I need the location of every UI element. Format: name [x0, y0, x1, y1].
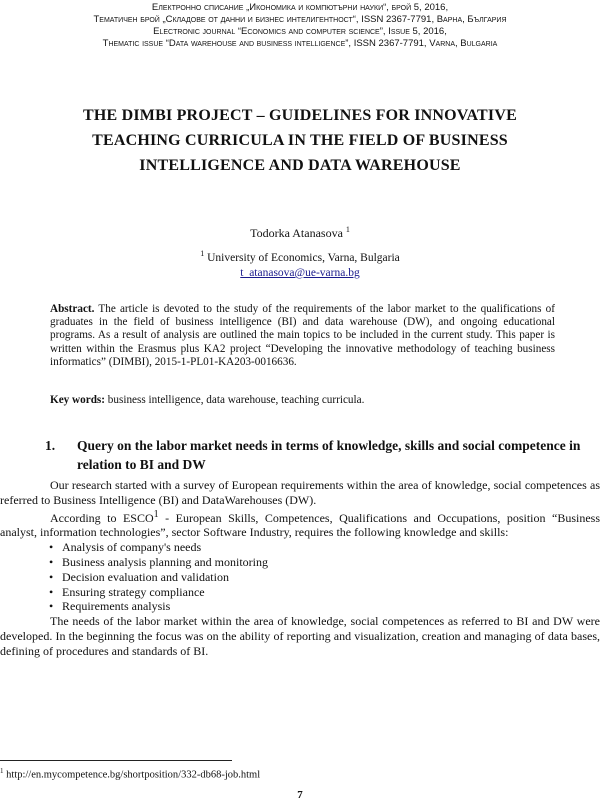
author-email-link[interactable]: t_atanasova@ue-varna.bg [240, 266, 360, 279]
affiliation-line [0, 246, 600, 266]
abstract-label: Abstract. [50, 303, 95, 315]
keywords-text: business intelligence, data warehouse, teaching curricula. [107, 394, 365, 406]
author-name: Todorka Atanasova [250, 226, 343, 240]
footnote-ref[interactable]: 1 [153, 508, 159, 520]
section-title: Query on the labor market needs in terms of knowledge, skills and social competence in relation to BI and DW [77, 438, 581, 472]
page-number: 7 [297, 789, 303, 801]
paragraph-2-start: According to ESCO [50, 510, 154, 525]
affiliation-text: University of Economics, Varna, Bulgaria [207, 251, 400, 264]
paragraph-1: Our research started with a survey of European requirements within the area of knowledge, social competences as referred to Business Intelligence (BI) and DataWarehouses (DW). [0, 478, 600, 507]
section-heading [45, 436, 600, 474]
keywords [50, 394, 555, 407]
header-line-4: Thematic issue “Data warehouse and business intelligence”, ISSN 2367-7791, Varna, Bulgaria [102, 38, 498, 49]
body-text [0, 478, 600, 659]
paper-title: THE DIMBI PROJECT – GUIDELINES FOR INNOVATIVE TEACHING CURRICULA IN THE FIELD OF BUSINESS INTELLIGENCE AND DATA WAREHOUSE [83, 107, 517, 174]
header-line-3: Electronic journal “Economics and computer science”, Issue 5, 2016, [153, 26, 447, 37]
footnote-mark: 1 [0, 767, 4, 775]
keywords-label: Key words: [50, 394, 105, 406]
list-item: • Decision evaluation and validation [62, 570, 600, 585]
footnote-divider [0, 760, 232, 761]
section-number: 1. [45, 438, 56, 453]
paragraph-2 [0, 508, 600, 541]
skills-list [0, 540, 600, 614]
paragraph-2-end: - European Skills, Competences, Qualifications and Occupations, position “Business analyst, information technologies”, sector Software Industry, requires the following knowledge and skills: [0, 510, 600, 540]
list-item: • Business analysis planning and monitoring [62, 555, 600, 570]
footnote-link[interactable]: http://en.mycompetence.bg/shortposition/332-db68-job.html [3, 769, 261, 781]
author-mark: 1 [345, 225, 350, 234]
header-line-2: Тематичен брой „Складове от данни и бизнес интелигентност“, ISSN 2367-7791, Варна, България [93, 14, 507, 25]
affiliation-mark: 1 [200, 249, 205, 258]
abstract [50, 303, 555, 369]
list-item: • Ensuring strategy compliance [62, 585, 600, 600]
affiliation-block [0, 246, 600, 281]
author-line [0, 225, 600, 241]
journal-header [0, 0, 600, 50]
footnote [0, 767, 260, 781]
paragraph-3: The needs of the labor market within the area of knowledge, social competences as referred to BI and DW were developed. In the beginning the focus was on the ability of reporting and visualization, creation and managing of data bases, defining of procedures and standards of BI. [0, 614, 600, 658]
list-item: • Analysis of company's needs [62, 540, 600, 555]
header-line-1: Електронно списание „Икономика и компютърни науки“, брой 5, 2016, [151, 2, 449, 13]
abstract-text: The article is devoted to the study of the requirements of the labor market to the qualifications of graduates in the field of business intelligence (BI) and data warehouse (DW), and ongoing educational programs. As a result of analysis are outlined the main topics to be included in the current study. This paper is written within the Erasmus plus KA2 project “Developing the innovative methodology of teaching business informatics” (DIMBI), 2015-1-PL01-KA203-0016636. [50, 303, 555, 368]
list-item: • Requirements analysis [62, 599, 600, 614]
